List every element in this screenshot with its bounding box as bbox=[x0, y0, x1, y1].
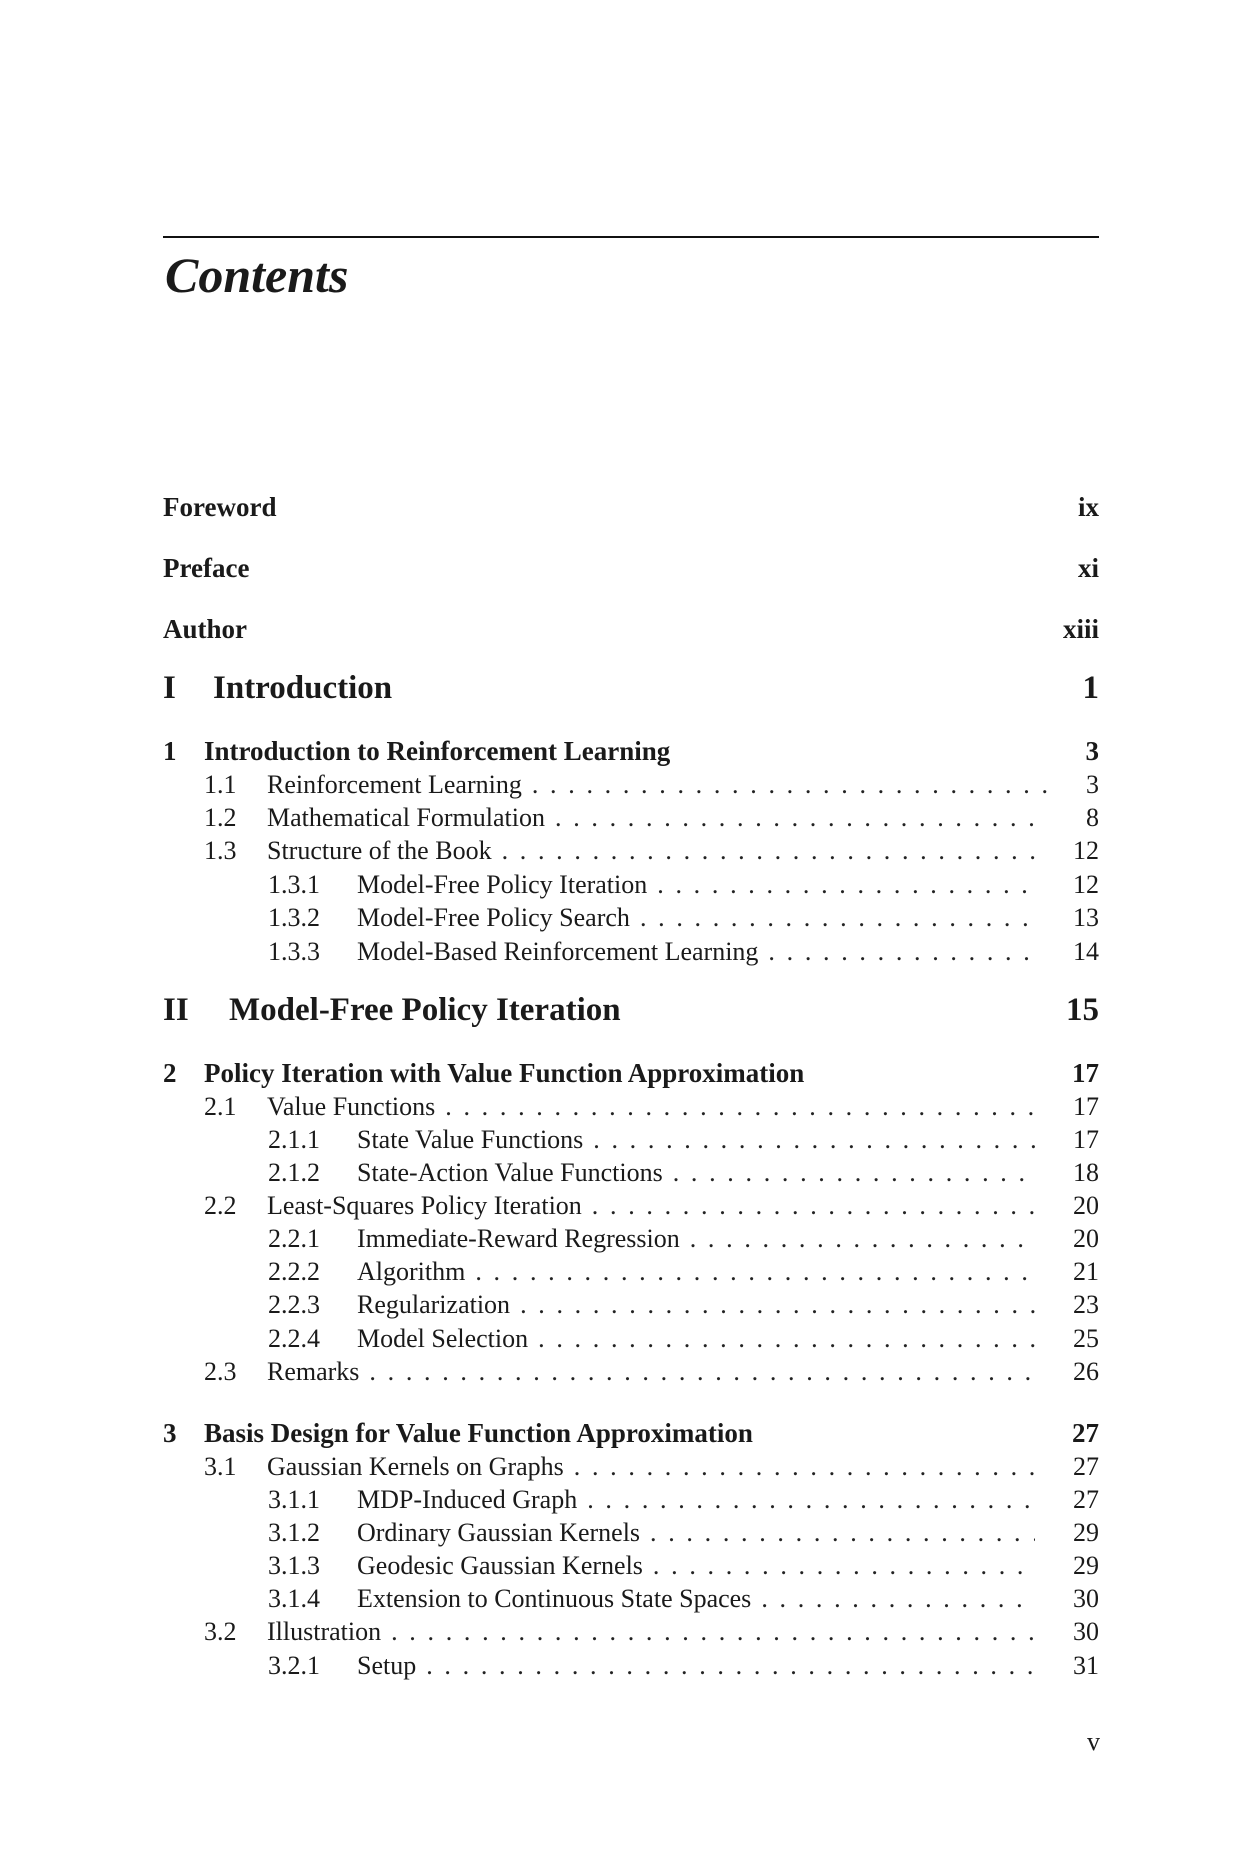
leader-dots bbox=[640, 903, 1035, 933]
toc-entry-title: MDP-Induced Graph bbox=[357, 1485, 578, 1514]
page-title: Contents bbox=[165, 247, 349, 303]
toc-entry-number: 1.2 bbox=[204, 803, 237, 832]
toc-entry-title: Model-Free Policy Iteration bbox=[229, 992, 621, 1028]
leader-dots bbox=[532, 770, 1048, 800]
toc-entry-page: 14 bbox=[1073, 937, 1099, 966]
toc-entry-chapter[interactable] bbox=[163, 1418, 1099, 1449]
leader-dots bbox=[593, 1125, 1035, 1155]
toc-entry-chapter[interactable] bbox=[163, 1058, 1099, 1089]
toc-entry-part[interactable] bbox=[163, 992, 1099, 1029]
toc-entry-number: 1 bbox=[163, 736, 177, 766]
toc-entry-page: 25 bbox=[1073, 1324, 1099, 1353]
toc-entry-number: 3.1.4 bbox=[268, 1584, 320, 1613]
toc-entry-page: 29 bbox=[1073, 1518, 1099, 1547]
toc-entry-title: Author bbox=[163, 614, 248, 644]
leader-dots bbox=[653, 1551, 1035, 1581]
toc-entry-section[interactable] bbox=[163, 1357, 1099, 1387]
toc-entry-title: Extension to Continuous State Spaces bbox=[357, 1584, 752, 1613]
toc-entry-page: 12 bbox=[1073, 870, 1099, 899]
toc-entry-page: 8 bbox=[1086, 803, 1099, 832]
toc-entry-subsection[interactable] bbox=[163, 1518, 1099, 1548]
leader-dots bbox=[555, 803, 1048, 833]
toc-entry-title: Regularization bbox=[357, 1290, 511, 1319]
toc-entry-page: 13 bbox=[1073, 903, 1099, 932]
toc-entry-title: Model-Based Reinforcement Learning bbox=[357, 937, 759, 966]
toc-entry-page: 3 bbox=[1086, 770, 1099, 799]
toc-entry-page: 23 bbox=[1073, 1290, 1099, 1319]
toc-entry-page: xiii bbox=[1062, 614, 1099, 644]
toc-entry-front-matter[interactable] bbox=[163, 492, 1099, 523]
toc-entry-page: 15 bbox=[1066, 992, 1099, 1028]
toc-entry-section[interactable] bbox=[163, 836, 1099, 866]
toc-entry-number: 3.1.1 bbox=[268, 1485, 320, 1514]
toc-entry-title: State-Action Value Functions bbox=[357, 1158, 663, 1187]
toc-entry-title: Ordinary Gaussian Kernels bbox=[357, 1518, 641, 1547]
toc-entry-subsection[interactable] bbox=[163, 1224, 1099, 1254]
toc-entry-number: 2.1 bbox=[204, 1092, 237, 1121]
toc-entry-number: 1.3.2 bbox=[268, 903, 320, 932]
toc-entry-title: Model-Free Policy Iteration bbox=[357, 870, 648, 899]
toc-entry-subsection[interactable] bbox=[163, 1551, 1099, 1581]
toc-entry-title: Illustration bbox=[267, 1617, 382, 1646]
toc-entry-title: Algorithm bbox=[357, 1257, 466, 1286]
toc-entry-subsection[interactable] bbox=[163, 1324, 1099, 1354]
toc-entry-section[interactable] bbox=[163, 770, 1099, 800]
toc-entry-section[interactable] bbox=[163, 1191, 1099, 1221]
leader-dots bbox=[673, 1158, 1035, 1188]
toc-entry-page: 31 bbox=[1073, 1651, 1099, 1680]
leader-dots bbox=[592, 1191, 1035, 1221]
toc-entry-page: 27 bbox=[1073, 1452, 1099, 1481]
toc-entry-subsection[interactable] bbox=[163, 1651, 1099, 1681]
toc-entry-page: 3 bbox=[1085, 736, 1099, 766]
toc-entry-page: 26 bbox=[1073, 1357, 1099, 1386]
leader-dots bbox=[690, 1224, 1035, 1254]
toc-entry-page: 1 bbox=[1082, 670, 1099, 706]
toc-entry-subsection[interactable] bbox=[163, 1158, 1099, 1188]
leader-dots bbox=[650, 1518, 1035, 1548]
toc-entry-page: 30 bbox=[1073, 1617, 1099, 1646]
toc-entry-title: Introduction bbox=[213, 670, 393, 706]
page-number: v bbox=[1087, 1727, 1100, 1756]
toc-entry-number: 2.2.4 bbox=[268, 1324, 320, 1353]
leader-dots bbox=[657, 870, 1035, 900]
toc-entry-page: 17 bbox=[1072, 1058, 1099, 1088]
toc-entry-number: 2 bbox=[163, 1058, 177, 1088]
toc-entry-page: 27 bbox=[1072, 1418, 1099, 1448]
toc-entry-section[interactable] bbox=[163, 1092, 1099, 1122]
toc-entry-part[interactable] bbox=[163, 670, 1099, 707]
toc-entry-number: 3.1.3 bbox=[268, 1551, 320, 1580]
toc-entry-page: 17 bbox=[1073, 1092, 1099, 1121]
toc-entry-number: 3.2 bbox=[204, 1617, 237, 1646]
toc-entry-number: 2.2.2 bbox=[268, 1257, 320, 1286]
toc-entry-number: 1.3.3 bbox=[268, 937, 320, 966]
toc-entry-number: 3.1 bbox=[204, 1452, 237, 1481]
toc-entry-page: 17 bbox=[1073, 1125, 1099, 1154]
toc-entry-title: Foreword bbox=[163, 492, 277, 522]
toc-entry-title: Setup bbox=[357, 1651, 417, 1680]
toc-entry-title: Remarks bbox=[267, 1357, 360, 1386]
toc-entry-title: Model-Free Policy Search bbox=[357, 903, 630, 932]
toc-entry-title: Basis Design for Value Function Approximation bbox=[204, 1418, 753, 1448]
leader-dots bbox=[426, 1651, 1035, 1681]
toc-entry-title: State Value Functions bbox=[357, 1125, 584, 1154]
toc-entry-title: Policy Iteration with Value Function Approximation bbox=[204, 1058, 805, 1088]
toc-entry-number: 2.2.1 bbox=[268, 1224, 320, 1253]
toc-entry-number: 3.1.2 bbox=[268, 1518, 320, 1547]
toc-entry-section[interactable] bbox=[163, 1617, 1099, 1647]
toc-entry-page: 27 bbox=[1073, 1485, 1099, 1514]
toc-entry-section[interactable] bbox=[163, 1452, 1099, 1482]
toc-entry-number: 2.1.2 bbox=[268, 1158, 320, 1187]
leader-dots bbox=[520, 1290, 1035, 1320]
leader-dots bbox=[768, 937, 1035, 967]
toc-entry-page: 30 bbox=[1073, 1584, 1099, 1613]
toc-entry-page: 18 bbox=[1073, 1158, 1099, 1187]
toc-entry-page: 12 bbox=[1073, 836, 1099, 865]
toc-entry-subsection[interactable] bbox=[163, 1290, 1099, 1320]
toc-entry-subsection[interactable] bbox=[163, 1584, 1099, 1614]
leader-dots bbox=[574, 1452, 1035, 1482]
toc-entry-title: Geodesic Gaussian Kernels bbox=[357, 1551, 643, 1580]
toc-entry-number: 1.3 bbox=[204, 836, 237, 865]
toc-entry-title: Immediate-Reward Regression bbox=[357, 1224, 680, 1253]
toc-entry-title: Reinforcement Learning bbox=[267, 770, 522, 799]
toc-entry-subsection[interactable] bbox=[163, 870, 1099, 900]
toc-entry-section[interactable] bbox=[163, 803, 1099, 833]
toc-entry-number: I bbox=[163, 670, 176, 706]
toc-entry-number: 1.1 bbox=[204, 770, 237, 799]
toc-entry-number: 1.3.1 bbox=[268, 870, 320, 899]
toc-entry-title: Value Functions bbox=[267, 1092, 436, 1121]
table-of-contents bbox=[163, 0, 1099, 1872]
toc-entry-title: Least-Squares Policy Iteration bbox=[267, 1191, 582, 1220]
toc-entry-number: 2.2 bbox=[204, 1191, 237, 1220]
toc-entry-chapter[interactable] bbox=[163, 736, 1099, 767]
leader-dots bbox=[445, 1092, 1035, 1122]
leader-dots bbox=[391, 1617, 1035, 1647]
leader-dots bbox=[475, 1257, 1035, 1287]
leader-dots bbox=[369, 1357, 1035, 1387]
toc-entry-title: Preface bbox=[163, 553, 250, 583]
toc-entry-subsection[interactable] bbox=[163, 903, 1099, 933]
toc-entry-number: 2.1.1 bbox=[268, 1125, 320, 1154]
toc-entry-subsection[interactable] bbox=[163, 1125, 1099, 1155]
toc-entry-title: Introduction to Reinforcement Learning bbox=[204, 736, 671, 766]
leader-dots bbox=[502, 836, 1035, 866]
toc-entry-number: 2.2.3 bbox=[268, 1290, 320, 1319]
toc-entry-subsection[interactable] bbox=[163, 1485, 1099, 1515]
toc-entry-title: Model Selection bbox=[357, 1324, 529, 1353]
toc-entry-page: 29 bbox=[1073, 1551, 1099, 1580]
toc-entry-title: Gaussian Kernels on Graphs bbox=[267, 1452, 564, 1481]
toc-entry-page: 20 bbox=[1073, 1191, 1099, 1220]
toc-entry-front-matter[interactable] bbox=[163, 553, 1099, 584]
toc-entry-title: Structure of the Book bbox=[267, 836, 492, 865]
toc-entry-page: xi bbox=[1077, 553, 1099, 583]
toc-entry-front-matter[interactable] bbox=[163, 614, 1099, 645]
toc-entry-page: ix bbox=[1077, 492, 1099, 522]
toc-entry-number: 2.3 bbox=[204, 1357, 237, 1386]
toc-entry-page: 21 bbox=[1073, 1257, 1099, 1286]
toc-entry-title: Mathematical Formulation bbox=[267, 803, 545, 832]
toc-entry-number: 3.2.1 bbox=[268, 1651, 320, 1680]
toc-entry-number: II bbox=[163, 992, 189, 1028]
toc-entry-number: 3 bbox=[163, 1418, 177, 1448]
leader-dots bbox=[538, 1324, 1035, 1354]
toc-entry-subsection[interactable] bbox=[163, 1257, 1099, 1287]
toc-entry-subsection[interactable] bbox=[163, 937, 1099, 967]
leader-dots bbox=[761, 1584, 1035, 1614]
leader-dots bbox=[587, 1485, 1035, 1515]
toc-entry-page: 20 bbox=[1073, 1224, 1099, 1253]
